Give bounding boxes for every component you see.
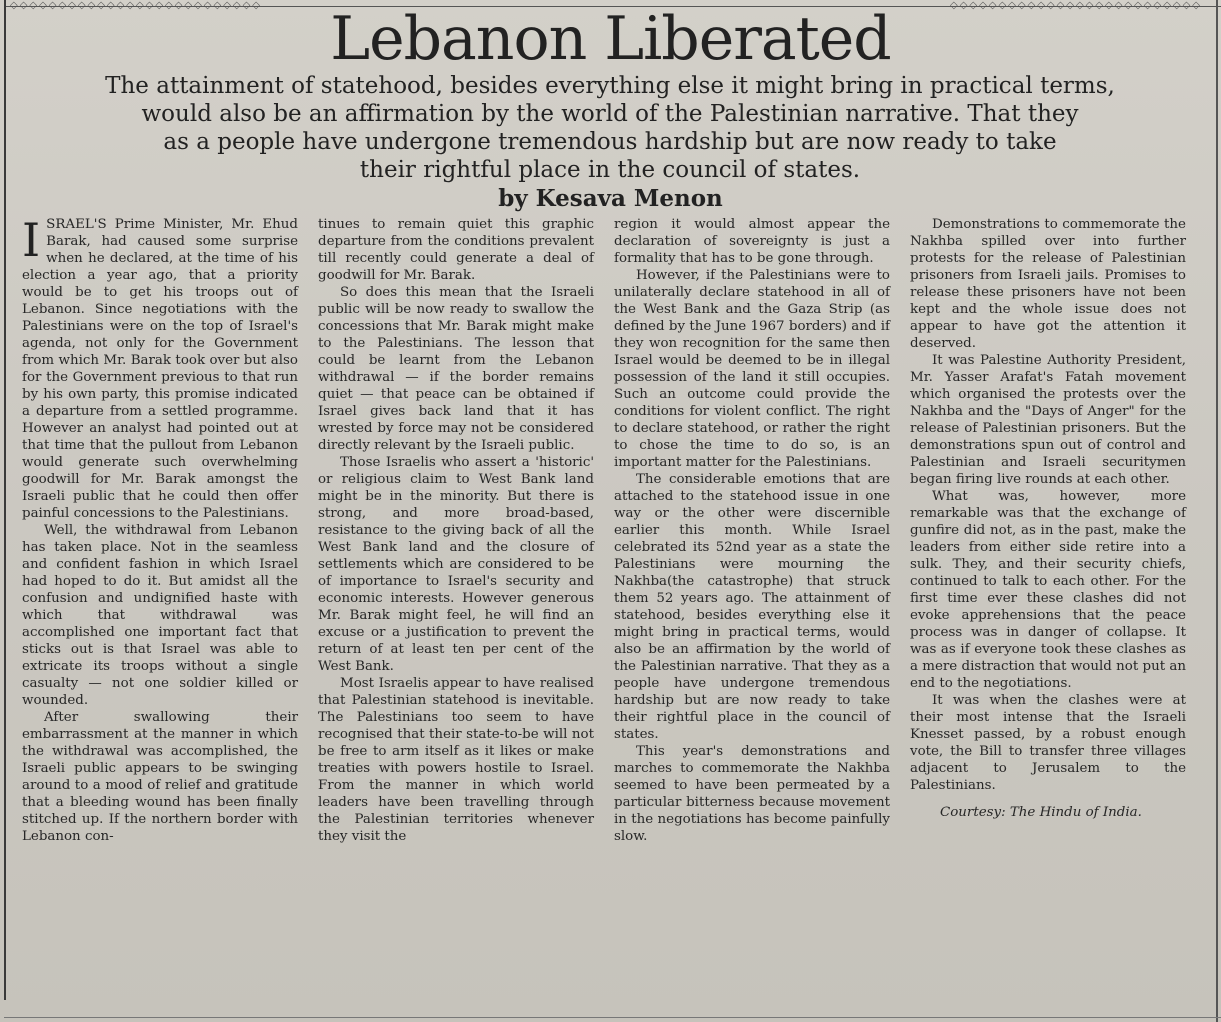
paragraph: The considerable emotions that are attached to the statehood issue in one way or the other were discernible earlier this month. While Israel celebrated its 52nd year as a state the Palestinians were mourning the Nakhba(the catastrophe) that struck them 52 years ago. The attainment of statehood, besides everything else it might bring in practical terms, would also be an affirmation by the world of the Palestinian narrative. That they as a people have undergone tremendous hardship but are now ready to take their rightful place in the council of states. bbox=[614, 472, 890, 742]
article-column-2 bbox=[318, 216, 594, 845]
deck-line: as a people have undergone tremendous hardship but are now ready to take bbox=[163, 129, 1057, 155]
deck-line: their rightful place in the council of states. bbox=[359, 157, 861, 183]
deck bbox=[40, 72, 1180, 184]
paragraph: What was, however, more remarkable was that the exchange of gunfire did not, as in the past, make the leaders from either side retire into a sulk. They, and their security chiefs, continued to talk to each other. For the first time ever these clashes did not evoke apprehensions that the peace process was in danger of collapse. It was as if everyone took these clashes as a mere distraction that would not put an end to the negotiations. bbox=[910, 489, 1186, 691]
paragraph: tinues to remain quiet this graphic departure from the conditions prevalent till recently could generate a deal of goodwill for Mr. Barak. bbox=[318, 217, 594, 283]
paragraph: ISRAEL'S Prime Minister, Mr. Ehud Barak, had caused some surprise when he declared, at the time of his election a year ago, that a priority would be to get his troops out of Lebanon. Since negotiations with the Palestinians were on the top of Israel's agenda, not only for the Government from which Mr. Barak took over but also for the Government previous to that run by his own party, this promise indicated a departure from a settled programme. However an analyst had pointed out at that time that the pullout from Lebanon would generate such overwhelming goodwill for Mr. Barak amongst the Israeli public that he could then offer painful concessions to the Palestinians. bbox=[22, 213, 298, 521]
paragraph: This year's demonstrations and marches to commemorate the Nakhba seemed to have been permeated by a particular bitterness because movement in the negotiations has become painfully slow. bbox=[614, 744, 890, 844]
paragraph: So does this mean that the Israeli public will be now ready to swallow the concessions that Mr. Barak might make to the Palestinians. The lesson that could be learnt from the Lebanon withdrawal — if the border remains quiet — that peace can be obtained if Israel gives back land that it has wrested by force may not be considered directly relevant by the Israeli public. bbox=[318, 285, 594, 453]
paragraph: However, if the Palestinians were to unilaterally declare statehood in all of the West Bank and the Gaza Strip (as defined by the June 1967 borders) and if they won recognition for the same then Israel would be deemed to be in illegal possession of the land it still occupies. Such an outcome could provide the conditions for violent conflict. The right to declare statehood, or rather the right to chose the time to do so, is an important matter for the Palestinians. bbox=[614, 268, 890, 470]
paragraph: After swallowing their embarrassment at the manner in which the withdrawal was accomplished, the Israeli public appears to be swinging around to a mood of relief and gratitude that a bleeding wound has been finally stitched up. If the northern border with Lebanon con- bbox=[22, 710, 298, 844]
ornament-border-right: ◇◇◇◇◇◇◇◇◇◇◇◇◇◇◇◇◇◇◇◇◇◇◇◇◇◇ bbox=[950, 0, 1202, 11]
paragraph: Demonstrations to commemorate the Nakhba spilled over into further protests for the release of Palestinian prisoners from Israeli jails. Promises to release these prisoners have not been kept and the whole issue does not appear to have got the attention it deserved. bbox=[910, 217, 1186, 351]
ornament-border-left: ◇◇◇◇◇◇◇◇◇◇◇◇◇◇◇◇◇◇◇◇◇◇◇◇◇◇ bbox=[10, 0, 262, 11]
left-rule bbox=[4, 0, 6, 1000]
byline: by Kesava Menon bbox=[498, 185, 723, 212]
right-rule bbox=[1216, 0, 1218, 1022]
paragraph: Well, the withdrawal from Lebanon has taken place. Not in the seamless and confident fashion in which Israel had hoped to do it. But amidst all the confusion and undignified haste with which that withdrawal was accomplished one important fact that sticks out is that Israel was able to extricate its troops without a single casualty — not one soldier killed or wounded. bbox=[22, 523, 298, 708]
paragraph: region it would almost appear the declaration of sovereignty is just a formality that has to be gone through. bbox=[614, 217, 890, 266]
deck-line: The attainment of statehood, besides everything else it might bring in practical terms, bbox=[105, 73, 1115, 99]
bottom-rule bbox=[4, 1017, 1221, 1018]
paragraph: It was Palestine Authority President, Mr. Yasser Arafat's Fatah movement which organised the protests over the Nakhba and the "Days of Anger" for the release of Palestinian prisoners. But the demonstrations spun out of control and Palestinian and Israeli securitymen began firing live rounds at each other. bbox=[910, 353, 1186, 487]
drop-cap: I bbox=[22, 213, 41, 267]
paragraph: Most Israelis appear to have realised that Palestinian statehood is inevitable. The Palestinians too seem to have recognised that their state-to-be will not be free to arm itself as it likes or make treaties with powers hostile to Israel. From the manner in which world leaders have been travelling through the Palestinian territories whenever they visit the bbox=[318, 676, 594, 844]
paragraph: Those Israelis who assert a 'historic' or religious claim to West Bank land might be in the minority. But there is strong, and more broad-based, resistance to the giving back of all the West Bank land and the closure of settlements which are considered to be of importance to Israel's security and economic interests. However generous Mr. Barak might feel, he will find an excuse or a justification to prevent the return of at least ten per cent of the West Bank. bbox=[318, 455, 594, 674]
article-column-3 bbox=[614, 216, 890, 845]
paragraph: It was when the clashes were at their most intense that the Israeli Knesset passed, by a robust enough vote, the Bill to transfer three villages adjacent to Jerusalem to the Palestinians. bbox=[910, 693, 1186, 793]
article-column-4 bbox=[910, 216, 1186, 821]
headline: Lebanon Liberated bbox=[330, 4, 891, 74]
article-column-1 bbox=[22, 213, 298, 845]
courtesy-credit: Courtesy: The Hindu of India. bbox=[940, 805, 1142, 820]
deck-line: would also be an affirmation by the world of the Palestinian narrative. That they bbox=[141, 101, 1079, 127]
